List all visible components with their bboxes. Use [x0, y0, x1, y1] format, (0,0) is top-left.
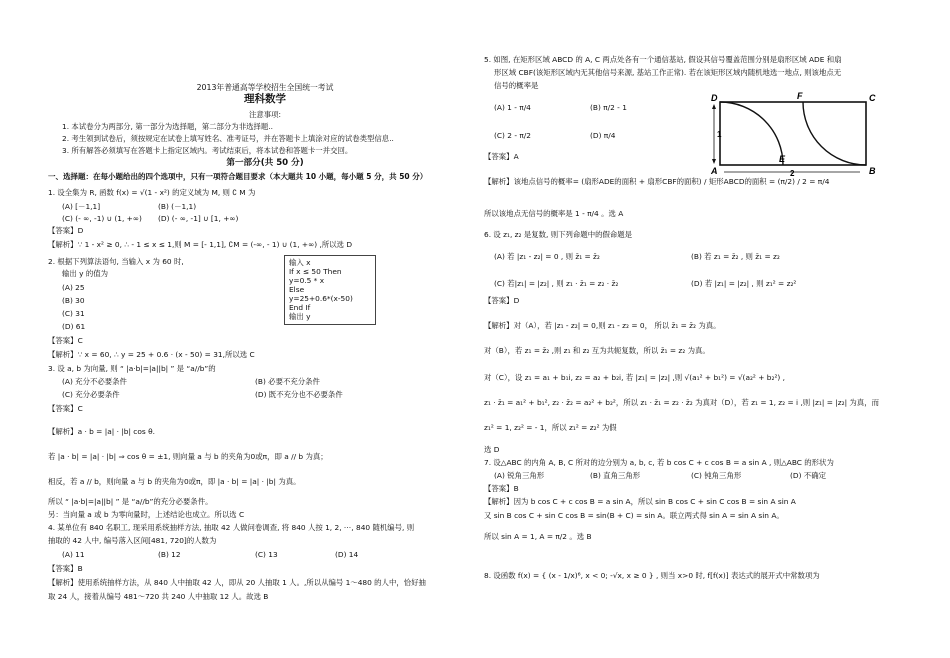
- q7-stem: 7. 设△ABC 的内角 A, B, C 所对的边分别为 a, b, c, 若 b cos C + c cos B = a sin A , 则△ABC 的形状为: [484, 458, 834, 467]
- q3-analysis: 【解析】a · b = |a| · |b| cos θ.: [48, 427, 155, 436]
- q6-analysis-3: 对（C），设 z₁ = a₁ + b₁i, z₂ = a₂ + b₂i, 若 |z₁| = |z₂| ,则 √(a₁² + b₁²) = √(a₂² + b₂²) ,: [484, 373, 785, 382]
- q2-option-c: (C) 31: [62, 309, 85, 318]
- q3-answer: 【答案】C: [48, 404, 83, 413]
- q2-code-line-6: End If: [289, 303, 311, 312]
- notice-title: 注意事项:: [248, 110, 282, 119]
- notice-2: 2. 考生领到试卷后，须按规定在试卷上填写姓名、准考证号，并在答题卡上填涂对应的试卷类型信息..: [62, 134, 394, 143]
- label-2: 2: [790, 169, 795, 178]
- q1-option-d: (D) (- ∞, -1] ∪ [1, +∞): [158, 214, 239, 223]
- label-b: B: [869, 166, 876, 176]
- arc-ade: [720, 102, 783, 165]
- section1-instructions: 一、选择题：在每小题给出的四个选项中，只有一项符合题目要求（本大题共 10 小题，每小题 5 分，共 50 分）: [48, 172, 428, 181]
- q2-algorithm-box: [284, 255, 376, 325]
- q1-option-b: (B) (－1,1): [158, 202, 197, 211]
- part1-title: 第一部分(共 50 分): [226, 158, 304, 168]
- right-column: [470, 0, 950, 658]
- q1-answer: 【答案】D: [48, 226, 84, 235]
- height-arrow-head-up: [712, 104, 716, 109]
- label-a: A: [711, 166, 718, 176]
- q6-answer: 【答案】D: [484, 296, 520, 305]
- q1-option-c: (C) (- ∞, -1) ∪ (1, +∞): [62, 214, 142, 223]
- q1-option-a: (A) [－1,1]: [62, 202, 101, 211]
- q7-answer: 【答案】B: [484, 484, 519, 493]
- notice-3: 3. 所有解答必须填写在答题卡上指定区域内。考试结束后，将本试卷和答题卡一并交回。: [62, 146, 353, 155]
- q4-option-d: (D) 14: [335, 550, 359, 559]
- q3-analysis-2: 若 |a · b| = |a| · |b| ⇒ cos θ = ±1, 则向量 a 与 b 的夹角为0或π，即 a // b 为真；: [48, 452, 328, 461]
- q2-answer: 【答案】C: [48, 336, 83, 345]
- q5-answer: 【答案】A: [484, 152, 519, 161]
- q2-analysis: 【解析】∵ x = 60, ∴ y = 25 + 0.6 · (x - 50) = 31,所以选 C: [48, 350, 255, 359]
- q4-option-b: (B) 12: [158, 550, 181, 559]
- left-column: [0, 0, 470, 658]
- q5-option-a: (A) 1 - π/4: [494, 103, 531, 112]
- q5-analysis: 【解析】该地点信号的概率= (扇形ADE的面积 + 扇形CBF的面积) / 矩形ABCD的面积 = (π/2) / 2 = π/4: [484, 177, 830, 186]
- q4-stem: 4. 某单位有 840 名职工, 现采用系统抽样方法, 抽取 42 人做问卷调查, 将 840 人按 1, 2, ⋯, 840 随机编号, 则: [48, 523, 415, 532]
- q1-stem: 1. 设全集为 R, 函数 f(x) = √(1 - x²) 的定义域为 M, 则 ∁ M 为: [48, 188, 256, 197]
- label-c: C: [869, 93, 876, 103]
- q7-option-b: (B) 直角三角形: [590, 471, 641, 480]
- q7-analysis: 【解析】因为 b cos C + c cos B = a sin A，所以 sin B cos C + sin C cos B = sin A sin A: [484, 497, 796, 506]
- q4-option-a: (A) 11: [62, 550, 85, 559]
- q4-answer: 【答案】B: [48, 564, 83, 573]
- q2-code-line-4: Else: [289, 285, 305, 294]
- q2-option-d: (D) 61: [62, 322, 86, 331]
- q7-analysis-3: 所以 sin A = 1, A = π/2 。选 B: [484, 532, 592, 541]
- q4-analysis-2: 取 24 人，接着从编号 481～720 共 240 人中抽取 12 人。故选 B: [48, 592, 269, 601]
- subject-title: 理科数学: [244, 93, 286, 105]
- q7-option-d: (D) 不确定: [790, 471, 826, 480]
- q5-stem: 5. 如图, 在矩形区域 ABCD 的 A, C 两点处各有一个通信基站, 假设其信号覆盖范围分别是扇形区域 ADE 和扇: [484, 55, 842, 64]
- height-arrow-head-down: [712, 159, 716, 164]
- q3-option-a: (A) 充分不必要条件: [62, 377, 127, 386]
- q7-option-a: (A) 锐角三角形: [494, 471, 545, 480]
- q6-option-d: (D) 若 |z₁| = |z₂| , 则 z₁² = z₂²: [691, 279, 797, 288]
- q3-analysis-4: 所以 “ |a·b|=|a||b| ” 是 “a//b”的充分必要条件。: [48, 497, 213, 506]
- rectangle-abcd: [720, 102, 866, 165]
- q3-option-d: (D) 既不充分也不必要条件: [255, 390, 343, 399]
- q3-analysis-3: 相反，若 a // b，则向量 a 与 b 的夹角为0或π，即 |a · b| = |a| · |b| 为真。: [48, 477, 301, 486]
- q7-analysis-2: 又 sin B cos C + sin C cos B = sin(B + C) = sin A。联立两式得 sin A = sin A sin A。: [484, 511, 784, 520]
- label-d: D: [711, 93, 718, 103]
- q5-option-b: (B) π/2 - 1: [590, 103, 627, 112]
- q5-option-d: (D) π/4: [590, 131, 616, 140]
- q6-stem: 6. 设 z₁, z₂ 是复数, 则下列命题中的假命题是: [484, 230, 633, 239]
- q6-analysis-2: 对（B），若 z₁ = z̄₂ ,则 z₁ 和 z₂ 互为共轭复数，所以 z̄₁ = z₂ 为真。: [484, 346, 710, 355]
- q2-code-line-2: If x ≤ 50 Then: [289, 267, 342, 276]
- q2-code-line-7: 输出 y: [289, 312, 311, 321]
- q4-analysis: 【解析】使用系统抽样方法，从 840 人中抽取 42 人，即从 20 人抽取 1 人。,所以从编号 1～480 的人中，恰好抽: [48, 578, 426, 587]
- q4-stem-2: 抽取的 42 人中, 编号落入区间[481, 720]的人数为: [48, 536, 217, 545]
- q2-stem: 2. 根据下列算法语句, 当输入 x 为 60 时,: [48, 257, 184, 266]
- q2-code-line-5: y=25+0.6*(x-50): [289, 294, 353, 303]
- q6-analysis-5: z₁² = 1, z₂² = - 1，所以 z₁² = z₂² 为假: [484, 423, 617, 432]
- q2-stem-2: 输出 y 的值为: [62, 269, 109, 278]
- q6-choice: 选 D: [484, 445, 500, 454]
- q3-analysis-5: 另：当向量 a 或 b 为零向量时，上述结论也成立。所以选 C: [48, 510, 245, 519]
- q5-conclusion: 所以该地点无信号的概率是 1 - π/4 。选 A: [484, 209, 624, 218]
- q5-rectangle-figure: [710, 92, 880, 180]
- q2-option-b: (B) 30: [62, 296, 85, 305]
- notice-1: 1. 本试卷分为两部分, 第一部分为选择题，第二部分为非选择题..: [62, 122, 273, 131]
- q5-stem-2: 形区域 CBF(该矩形区域内无其他信号来源, 基站工作正常). 若在该矩形区域内随机地选一地点, 则该地点无: [494, 68, 842, 77]
- label-f: F: [797, 92, 803, 101]
- q3-stem: 3. 设 a, b 为向量, 则 “ |a·b|=|a||b| ” 是 “a//b”的: [48, 364, 216, 373]
- q5-stem-3: 信号的概率是: [494, 81, 539, 90]
- q7-option-c: (C) 钝角三角形: [691, 471, 742, 480]
- label-1: 1: [717, 130, 722, 139]
- q6-option-c: (C) 若|z₁| = |z₂| , 则 z₁ · z̄₁ = z₂ · z̄₂: [494, 279, 619, 288]
- q6-option-a: (A) 若 |z₁ - z₂| = 0 , 则 z̄₁ = z̄₂: [494, 252, 600, 261]
- q8-stem: 8. 设函数 f(x) = { (x - 1/x)⁶, x < 0; -√x, x ≥ 0 } , 则当 x>0 时, f[f(x)] 表达式的展开式中常数项为: [484, 571, 820, 580]
- q1-analysis: 【解析】∵ 1 - x² ≥ 0, ∴ - 1 ≤ x ≤ 1,则 M = [- 1,1], ∁M = (-∞, - 1) ∪ (1, +∞) ,所以选 D: [48, 240, 353, 249]
- q6-analysis-4: z₁ · z̄₁ = a₁² + b₁², z₂ · z̄₂ = a₂² + b₂²，所以 z₁ · z̄₁ = z₂ · z̄₂ 为真对（D），若 z₁ = 1, z₂ = i ,则 |z₁| = |z₂| 为真，而: [484, 398, 879, 407]
- q3-option-c: (C) 充分必要条件: [62, 390, 120, 399]
- q2-code-line-1: 输入 x: [289, 258, 311, 267]
- label-e: E: [779, 154, 786, 164]
- q6-option-b: (B) 若 z₁ = z̄₂ , 则 z̄₁ = z₂: [691, 252, 780, 261]
- q6-analysis: 【解析】对（A），若 |z₁ - z₂| = 0,则 z₁ - z₂ = 0， 所以 z̄₁ = z̄₂ 为真。: [484, 321, 721, 330]
- q3-option-b: (B) 必要不充分条件: [255, 377, 320, 386]
- q2-code-line-3: y=0.5 * x: [289, 276, 325, 285]
- arc-cbf: [803, 102, 866, 165]
- q5-option-c: (C) 2 - π/2: [494, 131, 531, 140]
- q2-option-a: (A) 25: [62, 283, 85, 292]
- exam-title: 2013年普通高等学校招生全国统一考试: [196, 83, 334, 92]
- q4-option-c: (C) 13: [255, 550, 278, 559]
